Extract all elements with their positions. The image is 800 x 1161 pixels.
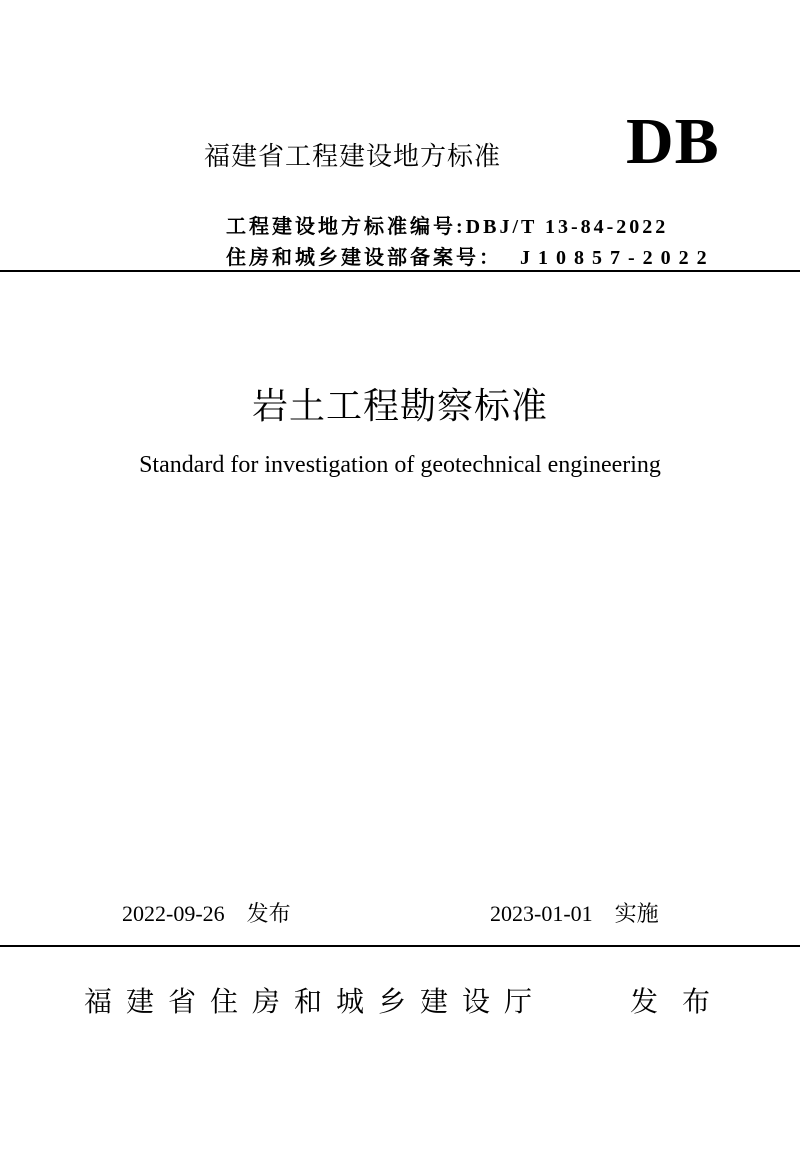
standard-number-row: [226, 210, 668, 239]
implement-label: 实施: [614, 902, 659, 927]
document-title-chinese: 岩土工程勘察标准: [251, 386, 548, 427]
issue-label: 发布: [246, 902, 291, 927]
db-mark: DB: [626, 105, 720, 178]
top-divider: [0, 270, 800, 272]
filing-number-label: 住房和城乡建设部备案号: [226, 245, 479, 269]
standard-number-label: 工程建设地方标准编号: [226, 214, 456, 238]
implement-date: 2023-01-01: [490, 901, 593, 926]
document-title-english: Standard for investigation of geotechnical engineering: [139, 452, 661, 478]
issue-date: 2022-09-26: [122, 901, 225, 926]
issue-date-block: [122, 897, 291, 928]
standard-number-value: :DBJ/T 13-84-2022: [456, 216, 669, 238]
issuing-authority: 福建省住房和城乡建设厅: [84, 985, 547, 1018]
issuing-action: 发布: [630, 985, 735, 1018]
provincial-standard-heading: 福建省工程建设地方标准: [204, 142, 502, 172]
implement-date-block: [490, 897, 659, 928]
filing-number-row: [226, 241, 715, 270]
bottom-divider: [0, 945, 800, 947]
filing-number-value: ： J10857-2022: [479, 247, 715, 269]
